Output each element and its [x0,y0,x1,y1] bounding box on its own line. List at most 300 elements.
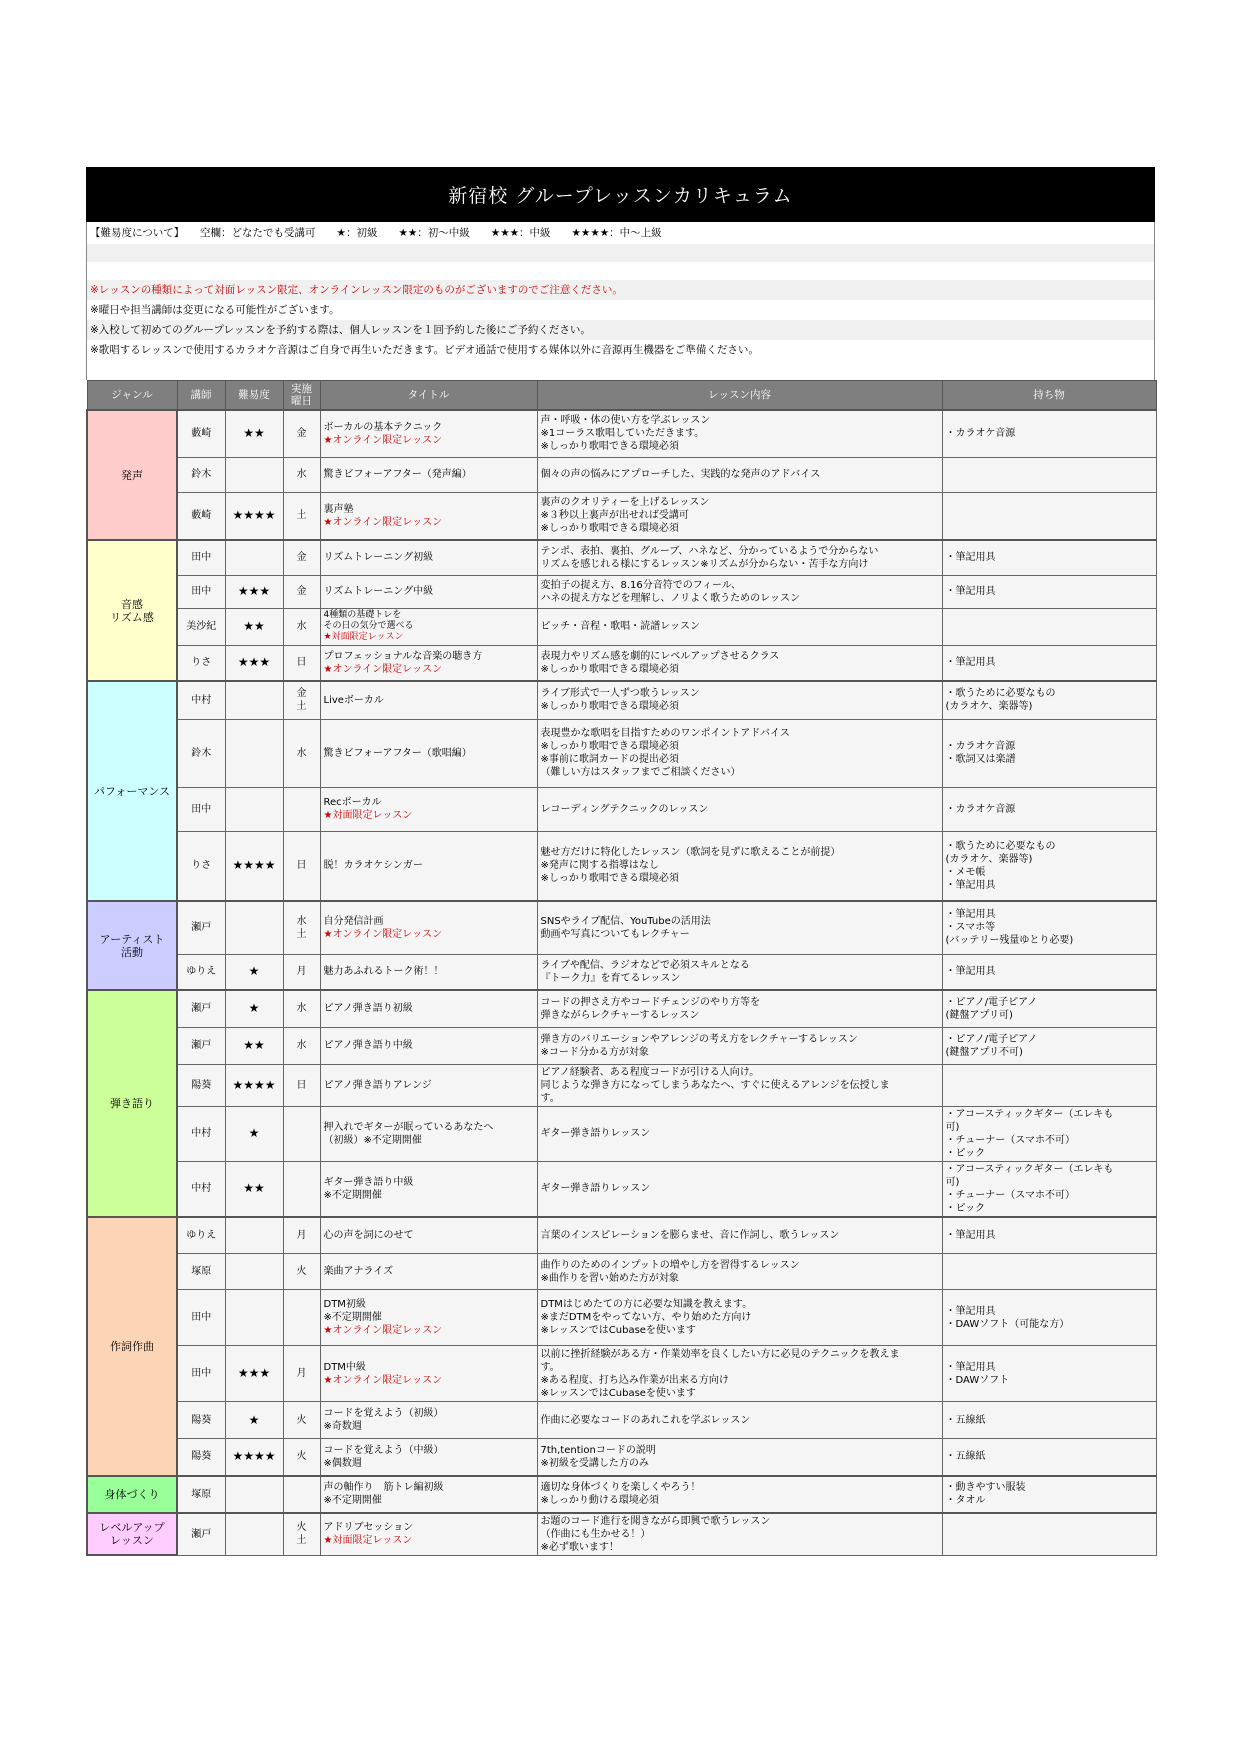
item-line: ・DAWソフト [945,1374,1010,1386]
title-line: 自分発信計画 [323,915,384,927]
item-line: ・スマホ等 [945,922,996,934]
difficulty-stars: ★ [225,990,283,1027]
teacher-cell: りさ [177,831,225,901]
table-row [87,1217,1156,1254]
items-cell [942,1439,1156,1476]
difficulty-stars [225,787,283,831]
item-line: ・動きやすい服装 [945,1482,1026,1493]
table-row [87,645,1156,681]
content-line: 魅せ方だけに特化したレッスン（歌詞を見ずに歌えることが前提） [540,847,841,859]
content-line: 動画や写真についてもレクチャー [540,928,690,940]
item-line: (カラオケ、楽器等) [945,853,1033,865]
content-line: ※事前に歌詞カードの提出必須 [540,754,679,765]
item-line: (バッテリー残量ゆとり必要) [945,935,1074,947]
item-line: ・ピック [945,1147,986,1159]
day-label: 水 [296,747,307,759]
content-line: 表現豊かな歌唱を目指すためのワンポイントアドバイス [540,728,790,739]
online-limited-label: ★オンライン限定レッスン [323,434,443,446]
table-row [87,954,1156,990]
title-line: コードを覚えよう（初級） [323,1408,444,1419]
day-label: 土 [296,1535,307,1546]
difficulty-stars [225,1476,283,1513]
content-line: 個々の声の悩みにアプローチした、実践的な発声のアドバイス [540,469,821,480]
genre-label: 発声 [121,468,143,482]
table-row [87,1439,1156,1476]
content-line: 同じような弾き方になってしまうあなたへ、すぐに使えるアレンジを伝授しま [540,1079,890,1091]
day-label: 日 [296,657,307,669]
title-cell [320,1106,537,1161]
table-header-row [87,381,1156,411]
title-cell [320,645,537,681]
content-cell [537,1254,942,1290]
genre-label: レベルアップ [99,1520,165,1534]
content-line: コードの押さえ方やコードチェンジのやり方等を [540,996,760,1008]
title-line: 楽曲アナライズ [323,1266,394,1277]
item-line: ・五線紙 [945,1414,986,1426]
table-row [87,492,1156,540]
items-cell [942,492,1156,540]
teacher-cell: 中村 [177,681,225,719]
day-label: 水 [296,1040,307,1051]
difficulty-stars [225,1513,283,1556]
item-line: ・筆記用具 [945,552,996,564]
genre-label: 弾き語り [110,1096,154,1110]
content-line: ※曲作りを習い始めた方が対象 [540,1272,679,1284]
title-cell [320,1402,537,1439]
items-cell [942,1064,1156,1106]
curriculum-table [86,380,1157,1556]
difficulty-stars [225,457,283,492]
items-cell [942,719,1156,787]
title-cell [320,681,537,719]
teacher-cell: ゆりえ [177,954,225,990]
item-line: ・筆記用具 [945,1361,996,1373]
title-line: DTM初級 [323,1299,366,1310]
day-cell [283,1290,320,1346]
item-line: ・ピアノ/電子ピアノ [945,996,1038,1008]
day-cell [283,1346,320,1402]
online-limited-label: ★対面限定レッスン [323,810,413,821]
day-cell [283,540,320,575]
table-row [87,901,1156,954]
difficulty-stars [225,1217,283,1254]
content-line: 作曲に必要なコードのあれこれを学ぶレッスン [540,1414,751,1426]
title-cell [320,1161,537,1217]
content-line: 変拍子の捉え方、8.16分音符でのフィール、 [540,579,741,591]
title-line: Recボーカル [323,797,382,808]
day-label: 土 [296,928,307,940]
item-line: ・五線紙 [945,1451,986,1463]
note-line: ※レッスンの種類によって対面レッスン限定、オンラインレッスン限定のものがございますのでご注意ください。 [87,280,1154,300]
blank-line [87,360,1154,380]
day-cell [283,1476,320,1513]
teacher-cell: 瀬戸 [177,990,225,1027]
title-cell [320,1217,537,1254]
teacher-cell: 陽葵 [177,1439,225,1476]
table-row [87,1513,1156,1556]
title-cell [320,1064,537,1106]
items-cell [942,1402,1156,1439]
table-row [87,831,1156,901]
items-cell [942,1161,1156,1217]
teacher-cell: 中村 [177,1161,225,1217]
table-row [87,990,1156,1027]
content-line: ※コード分かる方が対象 [540,1046,649,1058]
item-line: ・カラオケ音源 [945,803,1016,815]
content-line: ※しっかり歌唱できる環境必須 [540,701,679,713]
day-cell [283,681,320,719]
difficulty-stars: ★★★ [225,575,283,608]
items-cell [942,990,1156,1027]
day-label: 金 [296,428,307,440]
title-cell [320,1476,537,1513]
items-cell [942,1106,1156,1161]
day-cell [283,901,320,954]
title-line: 押入れでギターが眠っているあなたへ [323,1121,494,1133]
content-line: ピアノ経験者、ある程度コードが引ける人向け。 [540,1066,760,1078]
content-cell [537,410,942,457]
title-line: （初級）※不定期開催 [323,1134,422,1146]
header-genre: ジャンル [87,381,177,411]
item-line: 可) [945,1176,960,1188]
title-cell [320,954,537,990]
content-line: ライブや配信、ラジオなどで必須スキルとなる [540,959,750,971]
notes-block [86,222,1155,380]
item-line: (カラオケ、楽器等) [945,701,1033,713]
title-cell [320,457,537,492]
genre-label: パフォーマンス [93,784,171,798]
content-line: 弾きながらレクチャーするレッスン [540,1009,700,1021]
content-cell [537,540,942,575]
content-cell [537,575,942,608]
document-title: 新宿校 グループレッスンカリキュラム [86,167,1155,222]
title-line: リズムトレーニング中級 [323,586,434,597]
item-line: ・筆記用具 [945,1305,996,1317]
content-line: ※必ず歌います！ [540,1541,619,1553]
content-line: ギター弾き語りレッスン [540,1128,651,1139]
online-limited-label: ★対面限定レッスン [323,632,404,642]
content-line: 言葉のインスピレーションを膨らませ、音に作詞し、歌うレッスン [540,1229,840,1241]
items-cell [942,1217,1156,1254]
content-line: 裏声のクオリティーを上げるレッスン [540,497,710,509]
content-cell [537,1346,942,1402]
items-cell [942,645,1156,681]
title-line: 驚きビフォーアフター（発声編） [323,469,472,480]
title-cell [320,901,537,954]
title-cell [320,831,537,901]
online-limited-label: ★オンライン限定レッスン [323,1325,443,1336]
genre-cell [87,990,177,1217]
content-cell [537,1290,942,1346]
day-cell [283,410,320,457]
day-cell [283,1027,320,1064]
day-cell [283,1439,320,1476]
title-line: ピアノ弾き語りアレンジ [323,1079,432,1091]
header-day-line: 実施 [291,383,312,395]
item-line: ・筆記用具 [945,879,996,891]
title-line: 心の声を詞にのせて [323,1229,414,1241]
title-line: ボーカルの基本テクニック [323,421,443,433]
title-line: コードを覚えよう（中級） [323,1444,444,1456]
teacher-cell: 塚原 [177,1254,225,1290]
content-cell [537,954,942,990]
title-cell [320,1254,537,1290]
day-cell [283,1513,320,1556]
content-line: テンポ、表拍、裏拍、グルーブ、ハネなど、分かっているようで分からない [540,545,879,557]
items-cell [942,681,1156,719]
teacher-cell: 田中 [177,787,225,831]
item-line: ・メモ帳 [945,866,986,878]
difficulty-stars: ★ [225,954,283,990]
difficulty-stars [225,540,283,575]
teacher-cell: 藪崎 [177,492,225,540]
title-cell [320,540,537,575]
content-line: ※しっかり歌唱できる環境必須 [540,873,679,885]
item-line: ・筆記用具 [945,966,996,978]
title-cell [320,990,537,1027]
content-cell [537,990,942,1027]
content-line: ※しっかり歌唱できる環境必須 [540,741,679,752]
content-line: ※しっかり歌唱できる環境必須 [540,523,679,535]
items-cell [942,457,1156,492]
day-cell [283,1106,320,1161]
content-line: 7th,tentionコードの説明 [540,1444,656,1456]
content-line: お題のコード進行を聞きながら即興で歌うレッスン [540,1515,771,1527]
content-line: ※しっかり歌唱できる環境必須 [540,441,679,453]
content-line: 表現力やリズム感を劇的にレベルアップさせるクラス [540,650,780,662]
content-line: ※３秒以上裏声が出せれば受講可 [540,510,689,522]
difficulty-stars: ★★★★ [225,492,283,540]
content-line: ※しっかり動ける環境必須 [540,1495,659,1506]
item-line: ・アコースティックギター（エレキも [945,1108,1114,1120]
content-cell [537,1064,942,1106]
table-row [87,1106,1156,1161]
day-cell [283,831,320,901]
content-line: ※発声に関する指導はなし [540,860,659,872]
genre-label: 音感 [121,597,143,611]
table-body [87,410,1156,1555]
teacher-cell: 田中 [177,540,225,575]
day-cell [283,1217,320,1254]
difficulty-stars: ★★ [225,410,283,457]
teacher-cell: 田中 [177,575,225,608]
genre-cell [87,901,177,990]
genre-cell [87,1476,177,1513]
table-row [87,1346,1156,1402]
day-label: 水 [296,469,307,480]
content-cell [537,1161,942,1217]
header-day-line: 曜日 [291,395,312,407]
teacher-cell: 鈴木 [177,719,225,787]
day-cell [283,457,320,492]
table-row [87,1402,1156,1439]
day-cell [283,575,320,608]
day-cell [283,1254,320,1290]
day-label: 月 [296,966,307,978]
title-cell [320,410,537,457]
content-line: （作曲にも生かせる！） [540,1528,651,1540]
table-row [87,410,1156,457]
content-cell [537,1217,942,1254]
day-cell [283,1064,320,1106]
difficulty-legend: 【難易度について】 空欄：どなたでも受講可 ★：初級 ★★：初～中級 ★★★：中級 ★★★★：中～上級 [90,227,662,239]
genre-cell [87,1217,177,1476]
teacher-cell: ゆりえ [177,1217,225,1254]
content-cell [537,1476,942,1513]
title-cell [320,1439,537,1476]
difficulty-stars: ★★ [225,608,283,645]
content-cell [537,1439,942,1476]
header-difficulty: 難易度 [225,381,283,411]
content-cell [537,831,942,901]
content-cell [537,719,942,787]
blank-line [87,262,1154,280]
content-line: 弾き方のバリエーションやアレンジの考え方をレクチャーするレッスン [540,1033,858,1045]
table-row [87,540,1156,575]
header-content: レッスン内容 [537,381,942,411]
table-row [87,575,1156,608]
header-title: タイトル [320,381,537,411]
online-limited-label: ★対面限定レッスン [323,1535,413,1546]
content-cell [537,787,942,831]
difficulty-stars [225,719,283,787]
difficulty-stars [225,681,283,719]
day-label: 金 [296,552,307,564]
table-row [87,457,1156,492]
genre-cell [87,540,177,681]
item-line: ・筆記用具 [945,909,996,921]
teacher-cell: 瀬戸 [177,1513,225,1556]
item-line: ・カラオケ音源 [945,428,1016,440]
genre-label: リズム感 [110,610,154,624]
curriculum-document [86,167,1155,1556]
teacher-cell: 田中 [177,1290,225,1346]
genre-cell [87,1513,177,1556]
day-label: 水 [296,1003,307,1015]
content-line: DTMはじめたての方に必要な知識を教えます。 [540,1299,753,1310]
title-line: Liveボーカル [323,694,384,706]
item-line: ・歌うために必要なもの [945,688,1056,700]
difficulty-stars: ★ [225,1106,283,1161]
day-label: 水 [296,915,307,927]
content-line: ※まだDTMをやってない方、やり始めた方向け [540,1312,752,1323]
day-cell [283,719,320,787]
table-row [87,1476,1156,1513]
title-line: 脱！カラオケシンガー [323,860,423,872]
header-day [283,381,320,411]
title-line: 裏声塾 [323,503,354,515]
content-cell [537,1106,942,1161]
content-cell [537,492,942,540]
day-cell [283,492,320,540]
table-row [87,1027,1156,1064]
day-label: 火 [296,1522,307,1533]
online-limited-label: ★オンライン限定レッスン [323,1374,443,1386]
difficulty-stars: ★★★ [225,1346,283,1402]
content-line: リズムを感じれる様にするレッスン※リズムが分からない・苦手な方向け [540,558,869,570]
teacher-cell: 鈴木 [177,457,225,492]
table-row [87,1254,1156,1290]
title-cell [320,608,537,645]
item-line: ・アコースティックギター（エレキも [945,1163,1114,1175]
difficulty-stars [225,901,283,954]
teacher-cell: 陽葵 [177,1064,225,1106]
difficulty-stars: ★★★★ [225,1439,283,1476]
day-cell [283,787,320,831]
day-cell [283,1161,320,1217]
item-line: ・歌うために必要なもの [945,840,1056,852]
teacher-cell: 中村 [177,1106,225,1161]
difficulty-stars: ★ [225,1402,283,1439]
day-cell [283,954,320,990]
day-label: 月 [296,1368,307,1379]
title-line: 声の軸作り 筋トレ編初級 [323,1482,444,1493]
title-line: ピアノ弾き語り中級 [323,1040,413,1051]
difficulty-stars: ★★★★ [225,831,283,901]
items-cell [942,1346,1156,1402]
items-cell [942,787,1156,831]
genre-label: 作詞作曲 [110,1339,154,1353]
note-line: ※曜日や担当講師は変更になる可能性がございます。 [90,304,340,316]
genre-label: アーティスト [99,932,165,946]
items-cell [942,1513,1156,1556]
item-line: ・筆記用具 [945,657,996,669]
header-items: 持ち物 [942,381,1156,411]
teacher-cell: 瀬戸 [177,901,225,954]
title-cell [320,1513,537,1556]
content-line: す。 [540,1361,560,1373]
teacher-cell: 瀬戸 [177,1027,225,1064]
items-cell [942,901,1156,954]
item-line: ・チューナー（スマホ不可） [945,1189,1075,1201]
online-limited-label: ★オンライン限定レッスン [323,928,443,940]
title-line: ピアノ弾き語り初級 [323,1003,413,1015]
content-cell [537,901,942,954]
content-cell [537,1402,942,1439]
content-line: ※レッスンではCubaseを使います [540,1387,696,1399]
title-cell [320,1346,537,1402]
content-line: ピッチ・音程・歌唱・読譜レッスン [540,621,700,632]
item-line: ・ピック [945,1202,986,1214]
note-line: ※歌唱するレッスンで使用するカラオケ音源はご自身で再生いただきます。ビデオ通話で使用する媒体以外に音源再生機器をご準備ください。 [90,344,759,356]
content-line: 『トーク力』を育てるレッスン [540,972,681,984]
items-cell [942,1254,1156,1290]
content-line: （難しい方はスタッフまでご相談ください） [540,767,741,778]
difficulty-stars: ★★ [225,1027,283,1064]
content-cell [537,608,942,645]
items-cell [942,540,1156,575]
day-label: 土 [296,510,307,522]
difficulty-stars: ★★★★ [225,1064,283,1106]
title-line: 4種類の基礎トレを [323,610,402,620]
day-label: 火 [296,1266,307,1277]
day-cell [283,1402,320,1439]
genre-cell [87,681,177,901]
teacher-cell: 田中 [177,1346,225,1402]
day-label: 水 [296,621,307,632]
difficulty-stars [225,1254,283,1290]
content-cell [537,1027,942,1064]
title-line: ※奇数週 [323,1421,362,1432]
item-line: ・筆記用具 [945,586,996,597]
genre-label: 活動 [121,945,143,959]
content-line: ※ある程度、打ち込み作業が出来る方向け [540,1374,729,1386]
title-cell [320,787,537,831]
title-line: ※不定期開催 [323,1312,382,1323]
teacher-cell: 美沙紀 [177,608,225,645]
day-label: 火 [296,1414,307,1426]
title-line: ギター弾き語り中級 [323,1176,414,1188]
